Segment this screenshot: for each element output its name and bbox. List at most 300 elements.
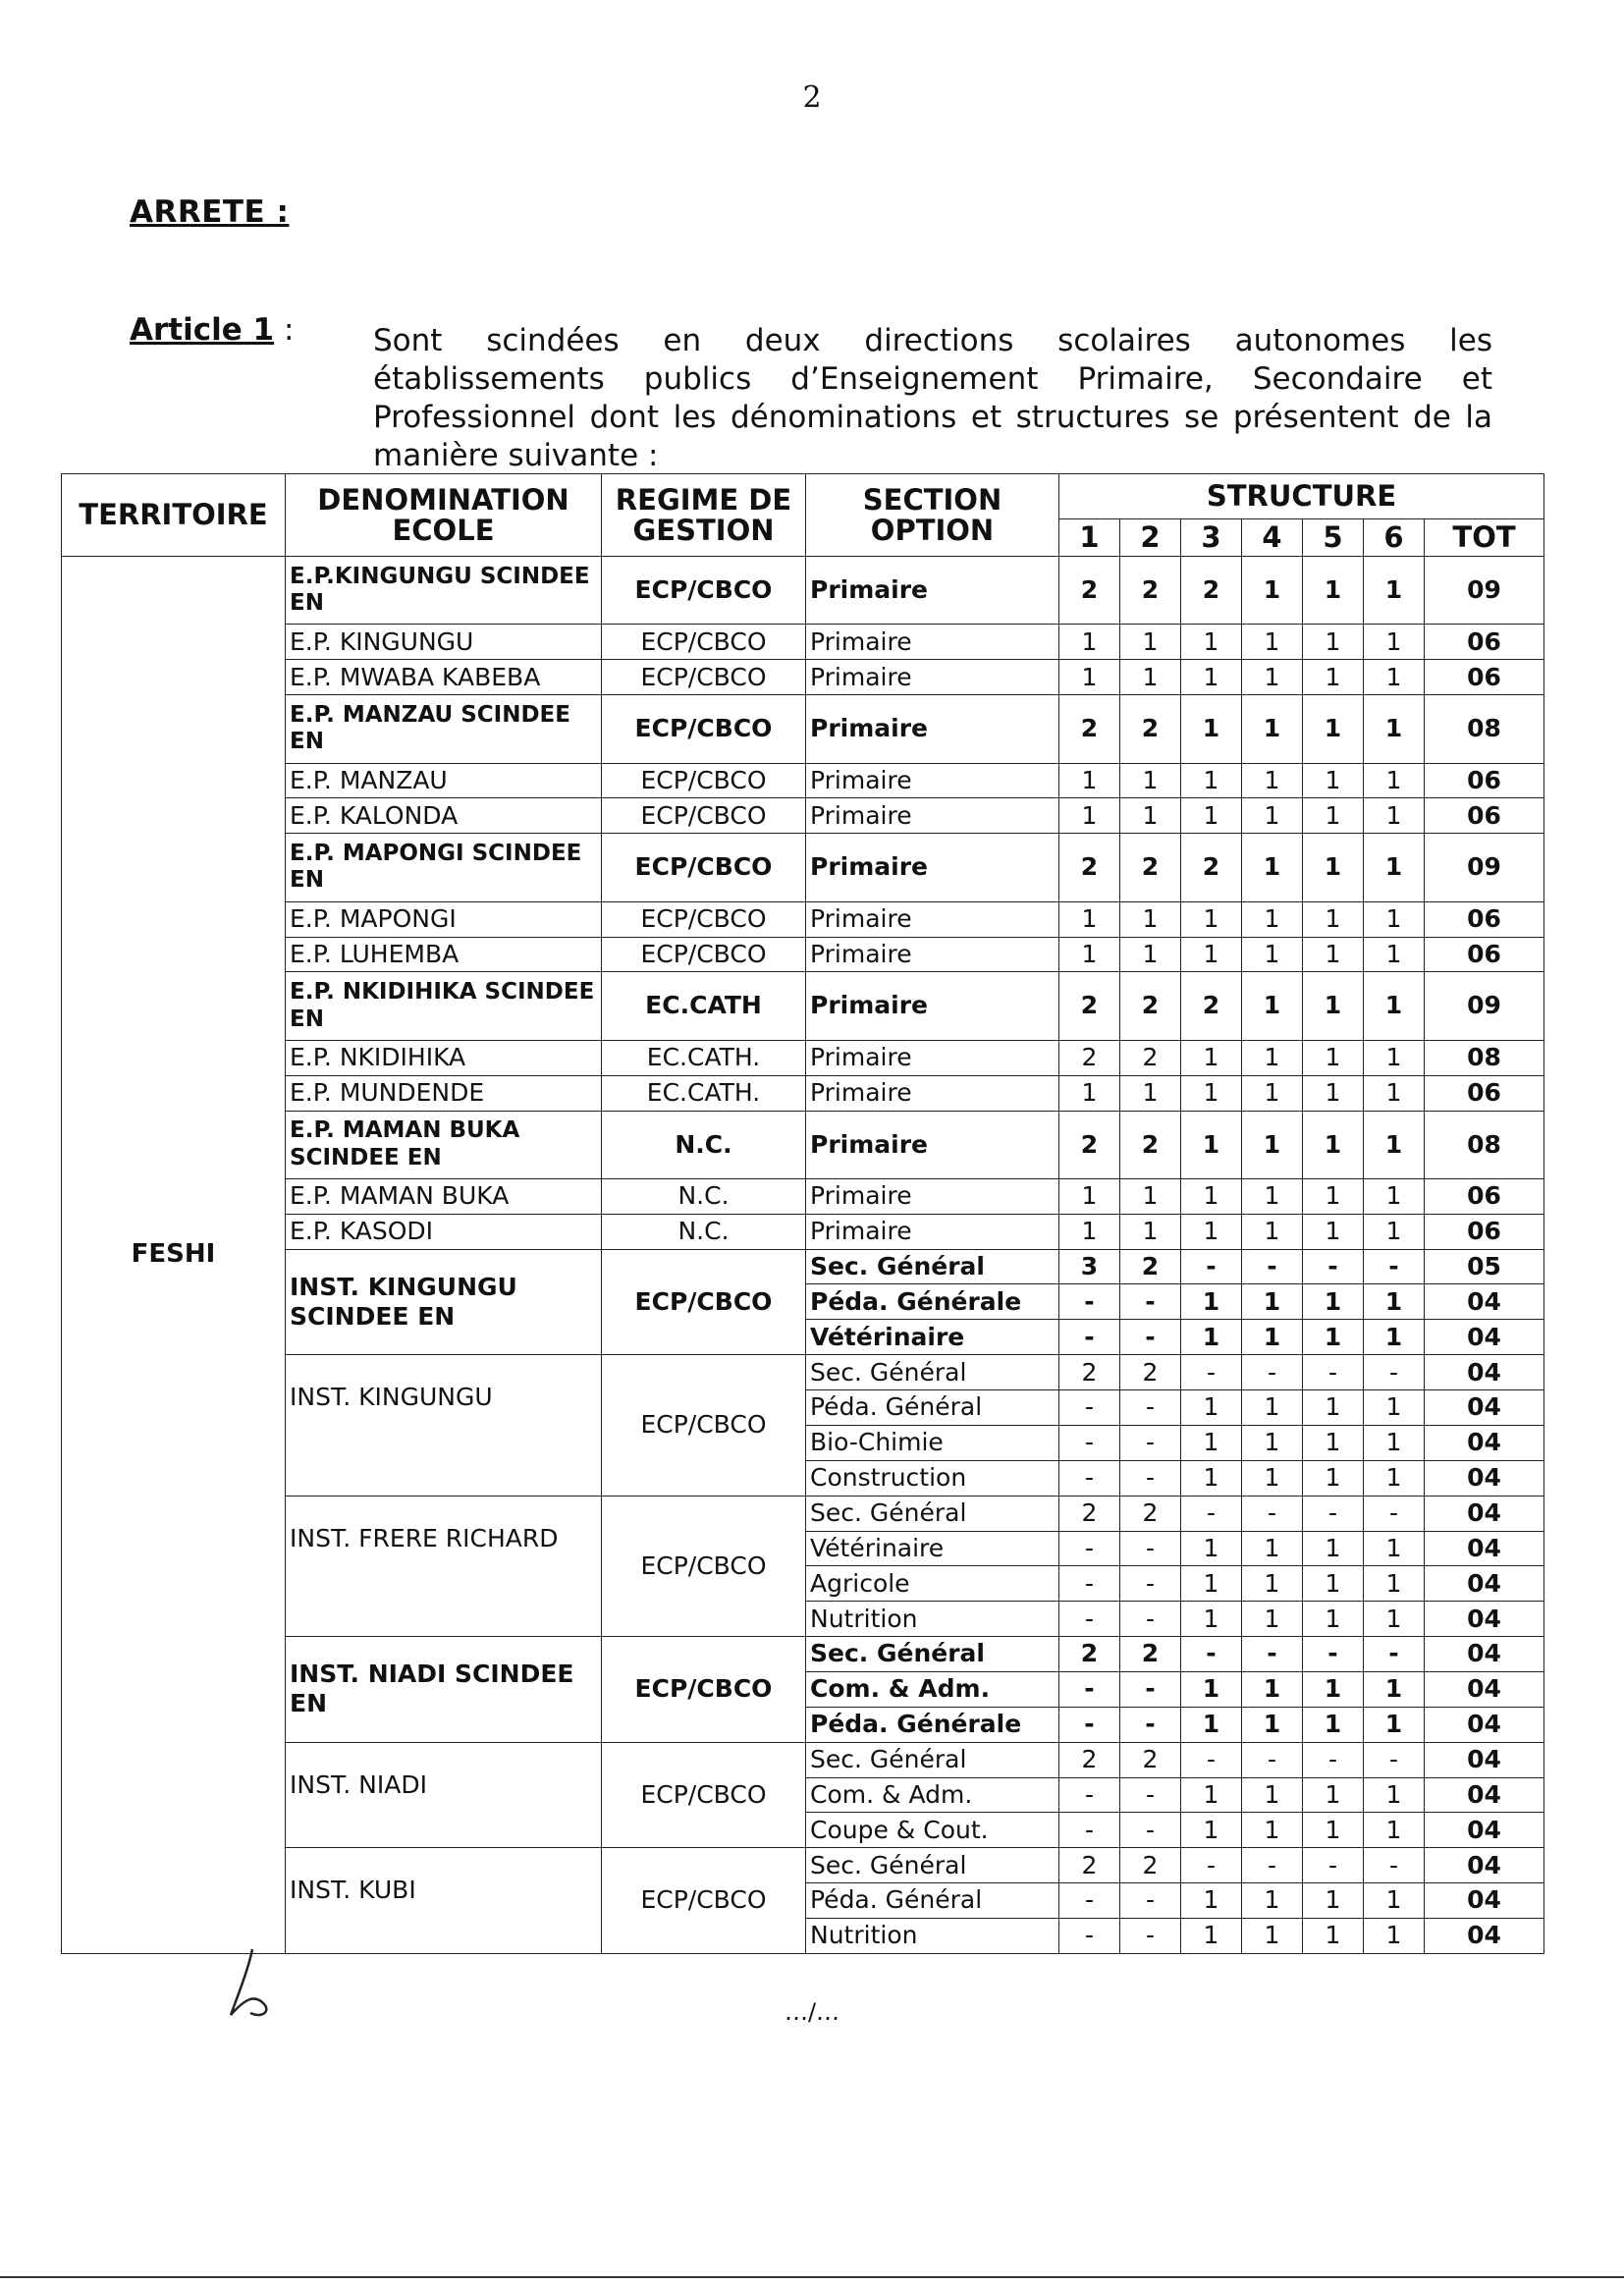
structure-value-2: - — [1120, 1390, 1181, 1426]
structure-value-3: - — [1181, 1637, 1242, 1672]
structure-value-1: - — [1059, 1320, 1120, 1355]
structure-value-5: - — [1303, 1848, 1364, 1883]
structure-value-2: 2 — [1120, 1848, 1181, 1883]
structure-value-5: 1 — [1303, 695, 1364, 763]
structure-value-3: 1 — [1181, 1425, 1242, 1460]
structure-value-6: 1 — [1364, 660, 1425, 695]
structure-value-4: 1 — [1242, 1178, 1303, 1214]
structure-value-3: - — [1181, 1496, 1242, 1531]
structure-value-6: 1 — [1364, 1777, 1425, 1813]
structure-value-2: 1 — [1120, 625, 1181, 660]
structure-value-4: 1 — [1242, 798, 1303, 834]
regime-gestion: ECP/CBCO — [602, 1742, 806, 1848]
structure-value-4: 1 — [1242, 1707, 1303, 1742]
structure-value-1: 2 — [1059, 557, 1120, 625]
structure-value-2: 1 — [1120, 763, 1181, 798]
structure-value-5: 1 — [1303, 1075, 1364, 1111]
header-denomination: DENOMINATION ECOLE — [286, 474, 602, 557]
school-name: E.P. NKIDIHIKA — [286, 1040, 602, 1075]
structure-value-4: 1 — [1242, 1320, 1303, 1355]
structure-value-4: 1 — [1242, 1075, 1303, 1111]
structure-value-1: 1 — [1059, 901, 1120, 937]
structure-value-1: 3 — [1059, 1249, 1120, 1284]
structure-value-3: 1 — [1181, 1707, 1242, 1742]
structure-total: 04 — [1425, 1531, 1544, 1566]
structure-value-1: 2 — [1059, 1496, 1120, 1531]
structure-value-1: - — [1059, 1531, 1120, 1566]
structure-total: 04 — [1425, 1848, 1544, 1883]
structure-value-1: 2 — [1059, 1637, 1120, 1672]
structure-total: 06 — [1425, 798, 1544, 834]
regime-gestion: ECP/CBCO — [602, 901, 806, 937]
structure-value-6: 1 — [1364, 798, 1425, 834]
structure-value-3: 1 — [1181, 1671, 1242, 1707]
structure-value-3: 1 — [1181, 1918, 1242, 1953]
structure-value-4: 1 — [1242, 1918, 1303, 1953]
structure-value-1: 2 — [1059, 1111, 1120, 1178]
structure-value-5: 1 — [1303, 1390, 1364, 1426]
section-option: Péda. Générale — [806, 1284, 1059, 1320]
article-text: Sont scindées en deux directions scolaires autonomes les établissements publics d’Enseignement Primaire, Secondaire et Professionnel dont les dénominations et structures se présentent de la manière suivante : — [373, 323, 1492, 473]
structure-value-4: 1 — [1242, 937, 1303, 972]
header-col-4: 4 — [1242, 519, 1303, 557]
structure-value-6: 1 — [1364, 1707, 1425, 1742]
section-option: Sec. Général — [806, 1496, 1059, 1531]
structure-value-6: 1 — [1364, 625, 1425, 660]
structure-value-2: - — [1120, 1425, 1181, 1460]
structure-value-6: 1 — [1364, 695, 1425, 763]
regime-gestion: ECP/CBCO — [602, 1496, 806, 1636]
structure-value-1: - — [1059, 1566, 1120, 1602]
structure-value-4: 1 — [1242, 1777, 1303, 1813]
section-option: Agricole — [806, 1566, 1059, 1602]
school-name: E.P. MAMAN BUKA SCINDEE EN — [286, 1111, 602, 1178]
structure-value-5: 1 — [1303, 1178, 1364, 1214]
section-option: Primaire — [806, 1075, 1059, 1111]
structure-value-4: 1 — [1242, 1425, 1303, 1460]
structure-value-3: 1 — [1181, 1777, 1242, 1813]
institute-name: INST. KINGUNGU — [286, 1355, 602, 1496]
section-option: Vétérinaire — [806, 1531, 1059, 1566]
structure-total: 04 — [1425, 1602, 1544, 1637]
structure-total: 04 — [1425, 1742, 1544, 1777]
section-option: Vétérinaire — [806, 1320, 1059, 1355]
article-label — [130, 312, 294, 348]
structure-value-2: - — [1120, 1602, 1181, 1637]
structure-value-4: 1 — [1242, 763, 1303, 798]
structure-value-4: 1 — [1242, 1602, 1303, 1637]
school-name: E.P. LUHEMBA — [286, 937, 602, 972]
structure-value-3: 1 — [1181, 798, 1242, 834]
structure-value-3: 1 — [1181, 1040, 1242, 1075]
structure-value-1: - — [1059, 1707, 1120, 1742]
structure-total: 04 — [1425, 1425, 1544, 1460]
section-option: Péda. Général — [806, 1390, 1059, 1426]
structure-value-2: 2 — [1120, 695, 1181, 763]
regime-gestion: ECP/CBCO — [602, 1355, 806, 1496]
structure-value-2: - — [1120, 1707, 1181, 1742]
structure-value-1: 1 — [1059, 1178, 1120, 1214]
school-name: E.P. KINGUNGU — [286, 625, 602, 660]
regime-gestion: ECP/CBCO — [602, 625, 806, 660]
structure-value-2: 2 — [1120, 1111, 1181, 1178]
structure-total: 04 — [1425, 1320, 1544, 1355]
school-name: E.P. NKIDIHIKA SCINDEE EN — [286, 972, 602, 1040]
school-name: E.P. MAMAN BUKA — [286, 1178, 602, 1214]
structure-value-1: - — [1059, 1460, 1120, 1496]
structure-value-6: - — [1364, 1848, 1425, 1883]
regime-gestion: ECP/CBCO — [602, 763, 806, 798]
structure-value-6: 1 — [1364, 1040, 1425, 1075]
regime-gestion: ECP/CBCO — [602, 937, 806, 972]
structure-value-6: - — [1364, 1742, 1425, 1777]
structure-value-3: 1 — [1181, 1214, 1242, 1249]
structure-value-5: 1 — [1303, 972, 1364, 1040]
structure-value-5: 1 — [1303, 1883, 1364, 1919]
header-territoire: TERRITOIRE — [62, 474, 286, 557]
section-option: Primaire — [806, 834, 1059, 901]
structure-value-1: 1 — [1059, 763, 1120, 798]
structure-value-6: 1 — [1364, 1214, 1425, 1249]
header-col-3: 3 — [1181, 519, 1242, 557]
structure-value-6: 1 — [1364, 937, 1425, 972]
structure-value-2: 2 — [1120, 834, 1181, 901]
structure-value-2: 1 — [1120, 1214, 1181, 1249]
structure-value-5: 1 — [1303, 798, 1364, 834]
section-option: Primaire — [806, 972, 1059, 1040]
structure-value-1: 2 — [1059, 1848, 1120, 1883]
structure-value-2: - — [1120, 1320, 1181, 1355]
structure-value-5: 1 — [1303, 1214, 1364, 1249]
header-col-6: 6 — [1364, 519, 1425, 557]
section-option: Sec. Général — [806, 1848, 1059, 1883]
structure-value-2: 2 — [1120, 972, 1181, 1040]
structure-value-4: 1 — [1242, 1566, 1303, 1602]
structure-value-3: 1 — [1181, 901, 1242, 937]
structure-value-3: 1 — [1181, 1284, 1242, 1320]
structure-value-3: 1 — [1181, 1460, 1242, 1496]
structure-value-2: 1 — [1120, 1178, 1181, 1214]
structure-value-6: 1 — [1364, 972, 1425, 1040]
structure-value-6: 1 — [1364, 1883, 1425, 1919]
structure-value-6: 1 — [1364, 1320, 1425, 1355]
structure-value-1: - — [1059, 1883, 1120, 1919]
structure-value-4: 1 — [1242, 1813, 1303, 1848]
structure-value-3: 1 — [1181, 695, 1242, 763]
structure-value-5: - — [1303, 1637, 1364, 1672]
structure-value-6: 1 — [1364, 1602, 1425, 1637]
structure-total: 08 — [1425, 1111, 1544, 1178]
structure-value-4: - — [1242, 1496, 1303, 1531]
institute-name: INST. KUBI — [286, 1848, 602, 1954]
regime-gestion: ECP/CBCO — [602, 695, 806, 763]
structure-value-5: 1 — [1303, 1531, 1364, 1566]
structure-value-1: - — [1059, 1671, 1120, 1707]
structure-value-5: 1 — [1303, 1284, 1364, 1320]
structure-value-3: 1 — [1181, 1813, 1242, 1848]
structure-value-5: 1 — [1303, 1777, 1364, 1813]
structure-value-2: - — [1120, 1531, 1181, 1566]
section-option: Com. & Adm. — [806, 1777, 1059, 1813]
structure-value-4: - — [1242, 1249, 1303, 1284]
header-structure: STRUCTURE — [1059, 474, 1544, 519]
structure-value-4: - — [1242, 1355, 1303, 1390]
section-option: Primaire — [806, 557, 1059, 625]
structure-value-4: 1 — [1242, 1214, 1303, 1249]
structure-value-3: 1 — [1181, 1883, 1242, 1919]
structure-value-5: 1 — [1303, 937, 1364, 972]
structure-value-2: 1 — [1120, 937, 1181, 972]
structure-value-4: 1 — [1242, 1460, 1303, 1496]
structure-value-6: 1 — [1364, 1460, 1425, 1496]
structure-value-6: 1 — [1364, 834, 1425, 901]
structure-total: 09 — [1425, 834, 1544, 901]
structure-value-2: 2 — [1120, 1355, 1181, 1390]
institute-name: INST. KINGUNGU SCINDEE EN — [286, 1249, 602, 1355]
structure-value-6: 1 — [1364, 1111, 1425, 1178]
structure-total: 04 — [1425, 1566, 1544, 1602]
structure-value-1: - — [1059, 1813, 1120, 1848]
structure-value-4: - — [1242, 1848, 1303, 1883]
structure-total: 05 — [1425, 1249, 1544, 1284]
structure-value-5: 1 — [1303, 1671, 1364, 1707]
structure-value-1: 2 — [1059, 1742, 1120, 1777]
structure-value-5: - — [1303, 1496, 1364, 1531]
structure-value-3: 1 — [1181, 1075, 1242, 1111]
structure-total: 04 — [1425, 1707, 1544, 1742]
structure-value-3: 1 — [1181, 1566, 1242, 1602]
structure-value-6: 1 — [1364, 763, 1425, 798]
structure-value-5: 1 — [1303, 1111, 1364, 1178]
page-bottom-line — [0, 2276, 1624, 2278]
structure-value-6: 1 — [1364, 1178, 1425, 1214]
structure-value-3: 2 — [1181, 557, 1242, 625]
structure-value-5: 1 — [1303, 660, 1364, 695]
structure-value-6: - — [1364, 1637, 1425, 1672]
structure-value-2: 2 — [1120, 1496, 1181, 1531]
structure-value-4: 1 — [1242, 625, 1303, 660]
institute-name: INST. NIADI SCINDEE EN — [286, 1637, 602, 1743]
institute-name: INST. NIADI — [286, 1742, 602, 1848]
structure-value-3: - — [1181, 1355, 1242, 1390]
structure-value-6: 1 — [1364, 1284, 1425, 1320]
header-col-1: 1 — [1059, 519, 1120, 557]
structure-value-1: 2 — [1059, 972, 1120, 1040]
structure-value-4: 1 — [1242, 695, 1303, 763]
structure-value-3: 1 — [1181, 1111, 1242, 1178]
structure-value-4: 1 — [1242, 901, 1303, 937]
structure-value-3: 1 — [1181, 1320, 1242, 1355]
territoire-cell: FESHI — [62, 557, 286, 1954]
structure-total: 08 — [1425, 695, 1544, 763]
school-name: E.P. MAPONGI — [286, 901, 602, 937]
structure-value-4: 1 — [1242, 972, 1303, 1040]
section-option: Péda. Général — [806, 1883, 1059, 1919]
structure-value-4: 1 — [1242, 1040, 1303, 1075]
structure-total: 09 — [1425, 972, 1544, 1040]
structure-value-3: 1 — [1181, 1178, 1242, 1214]
structure-value-4: 1 — [1242, 1883, 1303, 1919]
structure-value-3: 1 — [1181, 1602, 1242, 1637]
structure-value-6: - — [1364, 1249, 1425, 1284]
structure-value-2: 2 — [1120, 1637, 1181, 1672]
regime-gestion: EC.CATH. — [602, 1075, 806, 1111]
section-option: Primaire — [806, 763, 1059, 798]
structure-value-4: 1 — [1242, 660, 1303, 695]
schools-table-wrapper — [61, 473, 1543, 1954]
header-col-tot: TOT — [1425, 519, 1544, 557]
structure-value-6: 1 — [1364, 1531, 1425, 1566]
structure-value-5: 1 — [1303, 1707, 1364, 1742]
structure-value-5: 1 — [1303, 1425, 1364, 1460]
regime-gestion: ECP/CBCO — [602, 1848, 806, 1954]
header-col-2: 2 — [1120, 519, 1181, 557]
structure-value-2: - — [1120, 1883, 1181, 1919]
structure-value-1: 1 — [1059, 625, 1120, 660]
school-name: E.P. MANZAU SCINDEE EN — [286, 695, 602, 763]
structure-value-6: - — [1364, 1496, 1425, 1531]
section-option: Primaire — [806, 1111, 1059, 1178]
structure-value-2: - — [1120, 1566, 1181, 1602]
school-name: E.P.KINGUNGU SCINDEE EN — [286, 557, 602, 625]
structure-value-3: 1 — [1181, 763, 1242, 798]
section-option: Primaire — [806, 1214, 1059, 1249]
section-option: Primaire — [806, 798, 1059, 834]
structure-value-2: 1 — [1120, 798, 1181, 834]
structure-value-5: 1 — [1303, 625, 1364, 660]
structure-value-4: 1 — [1242, 834, 1303, 901]
section-option: Coupe & Cout. — [806, 1813, 1059, 1848]
regime-gestion: EC.CATH — [602, 972, 806, 1040]
structure-total: 06 — [1425, 763, 1544, 798]
structure-value-3: 1 — [1181, 625, 1242, 660]
structure-total: 04 — [1425, 1883, 1544, 1919]
structure-value-5: 1 — [1303, 901, 1364, 937]
institute-name: INST. FRERE RICHARD — [286, 1496, 602, 1636]
structure-value-1: 2 — [1059, 695, 1120, 763]
section-option: Bio-Chimie — [806, 1425, 1059, 1460]
structure-value-3: - — [1181, 1742, 1242, 1777]
structure-value-4: - — [1242, 1742, 1303, 1777]
structure-value-2: - — [1120, 1777, 1181, 1813]
regime-gestion: ECP/CBCO — [602, 798, 806, 834]
structure-value-1: - — [1059, 1602, 1120, 1637]
school-name: E.P. MUNDENDE — [286, 1075, 602, 1111]
structure-value-2: 2 — [1120, 1742, 1181, 1777]
structure-value-6: 1 — [1364, 1813, 1425, 1848]
structure-total: 04 — [1425, 1460, 1544, 1496]
structure-value-4: 1 — [1242, 1390, 1303, 1426]
section-option: Sec. Général — [806, 1742, 1059, 1777]
header-regime: REGIME DE GESTION — [602, 474, 806, 557]
structure-total: 04 — [1425, 1813, 1544, 1848]
school-name: E.P. MWABA KABEBA — [286, 660, 602, 695]
structure-value-6: - — [1364, 1355, 1425, 1390]
section-option: Nutrition — [806, 1602, 1059, 1637]
structure-value-5: 1 — [1303, 1460, 1364, 1496]
structure-total: 06 — [1425, 937, 1544, 972]
structure-value-4: 1 — [1242, 1531, 1303, 1566]
structure-total: 09 — [1425, 557, 1544, 625]
structure-total: 08 — [1425, 1040, 1544, 1075]
structure-value-5: 1 — [1303, 557, 1364, 625]
section-option: Primaire — [806, 625, 1059, 660]
structure-value-6: 1 — [1364, 1918, 1425, 1953]
structure-total: 06 — [1425, 1075, 1544, 1111]
structure-value-5: - — [1303, 1742, 1364, 1777]
article-label-text: Article 1 — [130, 312, 275, 348]
structure-value-5: - — [1303, 1355, 1364, 1390]
structure-value-3: 2 — [1181, 834, 1242, 901]
school-name: E.P. MAPONGI SCINDEE EN — [286, 834, 602, 901]
structure-value-2: 1 — [1120, 660, 1181, 695]
structure-value-1: 1 — [1059, 937, 1120, 972]
structure-value-5: 1 — [1303, 1320, 1364, 1355]
structure-value-3: 1 — [1181, 937, 1242, 972]
table-row — [62, 557, 1544, 625]
structure-value-4: 1 — [1242, 1111, 1303, 1178]
structure-value-6: 1 — [1364, 1075, 1425, 1111]
structure-total: 04 — [1425, 1918, 1544, 1953]
structure-value-3: 1 — [1181, 1531, 1242, 1566]
section-option: Com. & Adm. — [806, 1671, 1059, 1707]
structure-value-2: 2 — [1120, 1249, 1181, 1284]
structure-value-2: 2 — [1120, 1040, 1181, 1075]
structure-value-4: 1 — [1242, 557, 1303, 625]
regime-gestion: N.C. — [602, 1214, 806, 1249]
structure-total: 04 — [1425, 1671, 1544, 1707]
structure-value-1: - — [1059, 1777, 1120, 1813]
structure-value-2: - — [1120, 1918, 1181, 1953]
structure-value-2: 1 — [1120, 1075, 1181, 1111]
section-option: Primaire — [806, 695, 1059, 763]
structure-value-2: 2 — [1120, 557, 1181, 625]
section-option: Sec. Général — [806, 1355, 1059, 1390]
section-option: Primaire — [806, 901, 1059, 937]
structure-value-3: - — [1181, 1848, 1242, 1883]
structure-value-6: 1 — [1364, 901, 1425, 937]
structure-value-1: - — [1059, 1390, 1120, 1426]
structure-value-1: - — [1059, 1425, 1120, 1460]
regime-gestion: ECP/CBCO — [602, 834, 806, 901]
structure-value-1: - — [1059, 1918, 1120, 1953]
structure-value-2: - — [1120, 1284, 1181, 1320]
structure-total: 04 — [1425, 1496, 1544, 1531]
article-label-colon: : — [274, 312, 295, 348]
section-option: Sec. Général — [806, 1249, 1059, 1284]
structure-value-1: 1 — [1059, 798, 1120, 834]
school-name: E.P. KALONDA — [286, 798, 602, 834]
regime-gestion: EC.CATH. — [602, 1040, 806, 1075]
section-option: Nutrition — [806, 1918, 1059, 1953]
regime-gestion: ECP/CBCO — [602, 557, 806, 625]
section-option: Sec. Général — [806, 1637, 1059, 1672]
structure-value-6: 1 — [1364, 1671, 1425, 1707]
section-option: Primaire — [806, 1040, 1059, 1075]
structure-total: 06 — [1425, 1214, 1544, 1249]
structure-total: 04 — [1425, 1637, 1544, 1672]
structure-total: 04 — [1425, 1777, 1544, 1813]
regime-gestion: ECP/CBCO — [602, 660, 806, 695]
schools-structure-table — [61, 473, 1544, 1954]
section-option: Primaire — [806, 1178, 1059, 1214]
structure-value-3: 2 — [1181, 972, 1242, 1040]
page-number: 2 — [802, 81, 822, 115]
regime-gestion: ECP/CBCO — [602, 1249, 806, 1355]
regime-gestion: N.C. — [602, 1178, 806, 1214]
structure-value-3: 1 — [1181, 1390, 1242, 1426]
structure-value-6: 1 — [1364, 1390, 1425, 1426]
